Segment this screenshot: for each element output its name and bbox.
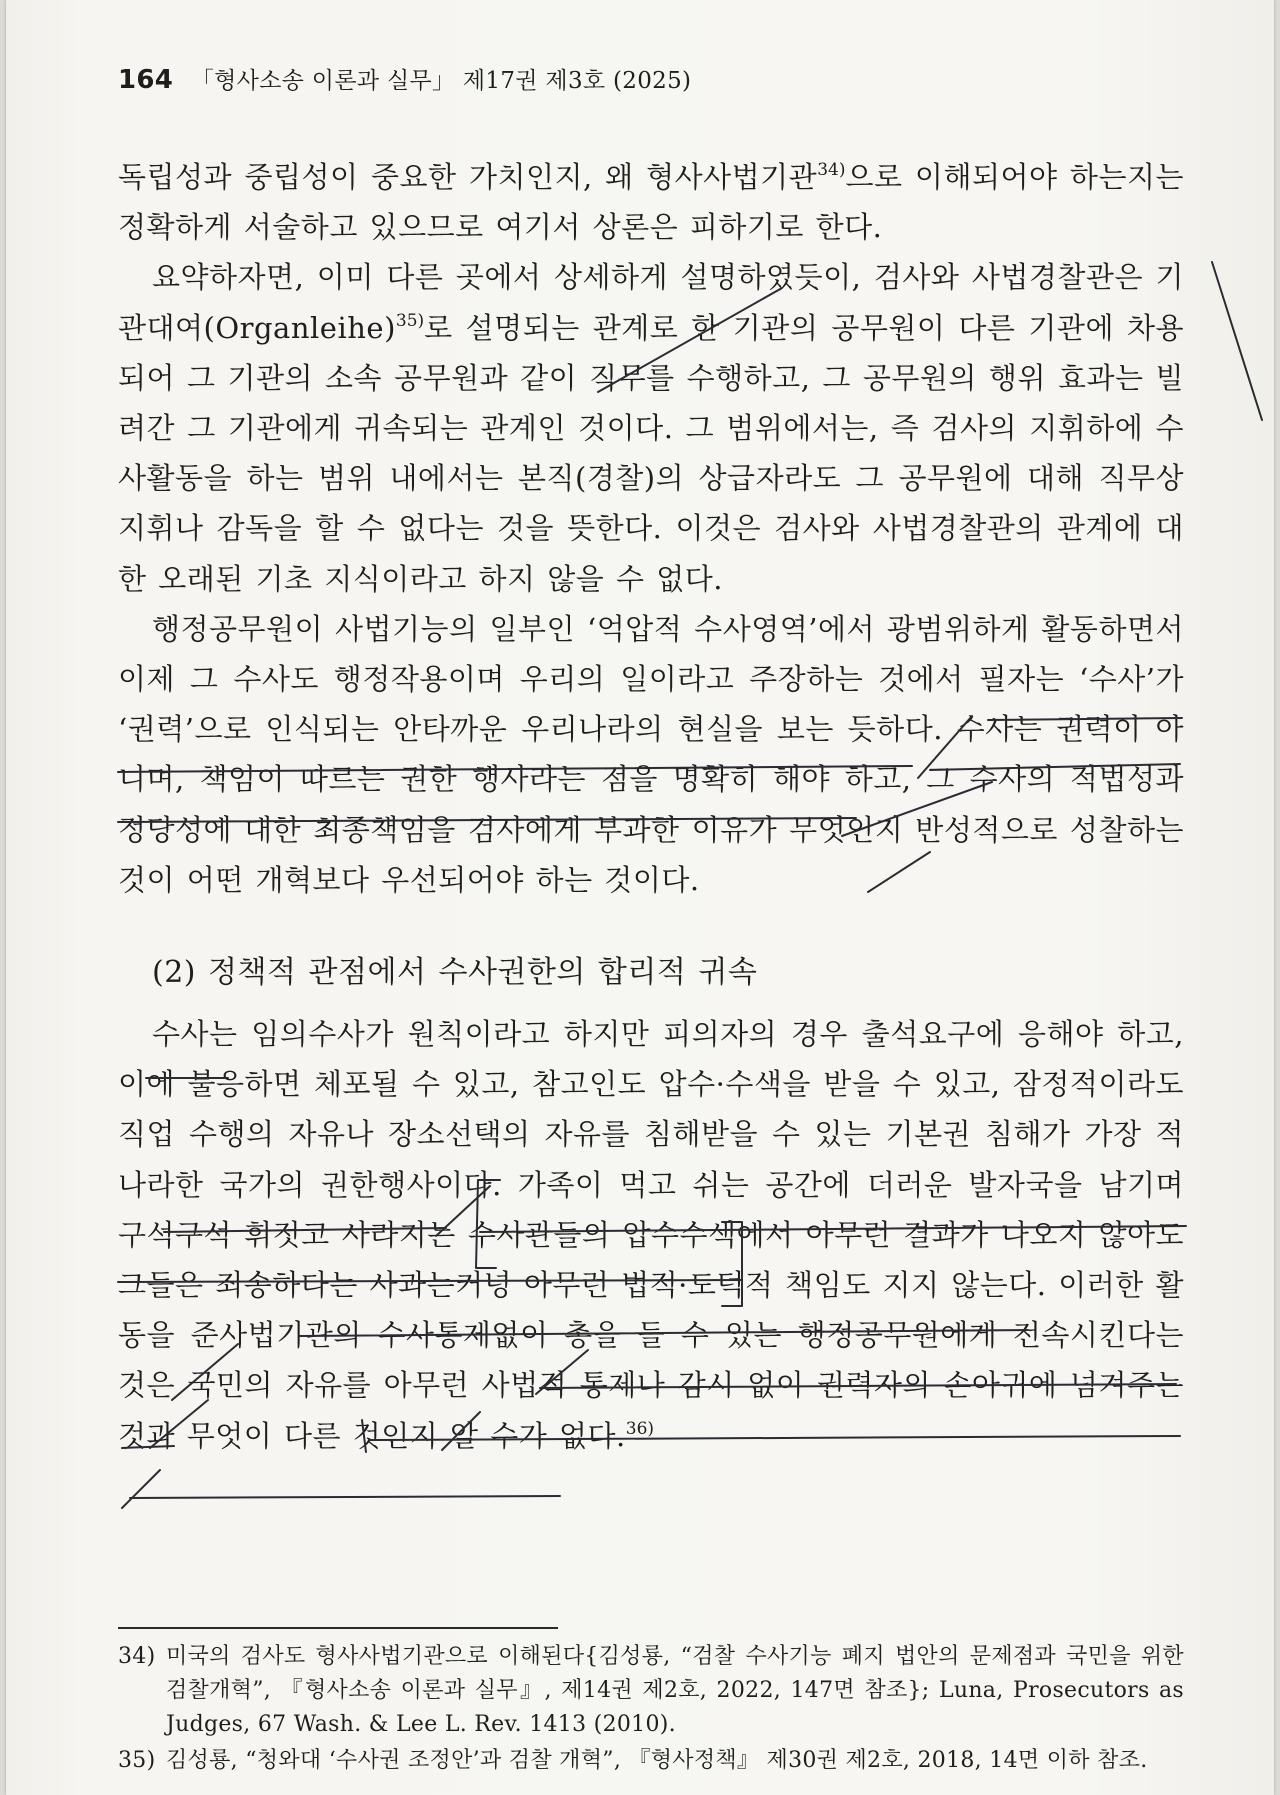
paragraph-organleihe (118, 252, 1184, 603)
paragraph-text: 으로 이해되어야 하는지는 정확하게 서술하고 있으므로 여기서 상론은 피하기로 한다. (118, 160, 1184, 245)
page-number: 164 (118, 65, 174, 95)
footnote-number: 34) (118, 1644, 156, 1669)
footnotes (118, 1640, 1184, 1780)
journal-title: 「형사소송 이론과 실무」 제17권 제3호 (2025) (190, 68, 692, 94)
footnote-text: 김성룡, “청와대 ‘수사권 조정안’과 검찰 개혁”, 『형사정책』 제30권 제2호, 2018, 14면 이하 참조. (166, 1748, 1148, 1773)
footnote-number: 35) (118, 1748, 156, 1773)
footnote-34 (118, 1640, 1184, 1742)
paragraph-text: 수사는 임의수사가 원칙이라고 하지만 피의자의 경우 출석요구에 응해야 하고, 이에 불응하면 체포될 수 있고, 참고인도 압수·수색을 받을 수 있고, 잠정적이라도 직업 수행의 자유나 장소선택의 자유를 침해받을 수 있는 기본권 침해가 가장 적나라한 국가의 권한행사이다. 가족이 먹고 쉬는 공간에 더러운 발자국을 남기며 구석구석 휘젓고 사라지는 수사관들의 압수수색에서 아무런 결과가 나오지 않아도 그들은 죄송하다는 사과는커녕 아무런 법적·도덕적 책임도 지지 않는다. 이러한 활동을 준사법기관의 수사통제없이 총을 들 수 있는 행정공무원에게 전속시킨다는 것은 국민의 자유를 아무런 사법적 통제나 감시 없이 권력자의 손아귀에 넘겨주는 것과 무엇이 다른 것인지 알 수가 없다. (118, 1017, 1184, 1453)
footnote-35 (118, 1744, 1184, 1778)
paragraph-policy (118, 1009, 1184, 1461)
paragraph-investigation-power (118, 604, 1184, 905)
paragraph-continuation (118, 152, 1184, 252)
footnote-ref[interactable]: 35) (395, 310, 425, 331)
document-page (6, 0, 1274, 1795)
body-text (118, 152, 1184, 1461)
paragraph-text: 요약하자면, 이미 다른 곳에서 상세하게 설명하였듯이, 검사와 사법경찰관은 기관대여(Organleihe) (118, 260, 1184, 345)
footnote-ref[interactable]: 36) (625, 1418, 655, 1439)
footnote-ref[interactable]: 34) (817, 160, 846, 180)
paragraph-text: 로 설명되는 관계로 한 기관의 공무원이 다른 기관에 차용되어 그 기관의 소속 공무원과 같이 직무를 수행하고, 그 공무원의 행위 효과는 빌려간 그 기관에게 귀속되는 관계인 것이다. 그 범위에서는, 즉 검사의 지휘하에 수사활동을 하는 범위 내에서는 본직(경찰)의 상급자라도 그 공무원에 대해 직무상 지휘나 감독을 할 수 없다는 것을 뜻한다. 이것은 검사와 사법경찰관의 관계에 대한 오래된 기초 지식이라고 하지 않을 수 없다. (118, 310, 1184, 596)
footnote-text: 미국의 검사도 형사사법기관으로 이해된다{김성룡, “검찰 수사기능 폐지 법안의 문제점과 국민을 위한 검찰개혁”, 『형사소송 이론과 실무』, 제14권 제2호, 2022, 147면 참조}; Luna, Prosecutors as Judges, 67 Wash. & Lee L. Rev. 1413 (2010). (166, 1644, 1184, 1737)
section-heading: (2) 정책적 관점에서 수사권한의 합리적 귀속 (152, 955, 758, 991)
paragraph-text: 행정공무원이 사법기능의 일부인 ‘억압적 수사영역’에서 광범위하게 활동하면서 이제 그 수사도 행정작용이며 우리의 일이라고 주장하는 것에서 필자는 ‘수사’가 ‘권력’으로 인식되는 안타까운 우리나라의 현실을 보는 듯하다. 수사는 권력이 아니며, 책임이 따르는 권한 행사라는 점을 명확히 해야 하고, 그 수사의 적법성과 정당성에 대한 최종책임을 검사에게 부과한 이유가 무엇인지 반성적으로 성찰하는 것이 어떤 개혁보다 우선되어야 하는 것이다. (118, 611, 1184, 897)
running-header (118, 62, 691, 95)
paragraph-text: 독립성과 중립성이 중요한 가치인지, 왜 형사사법기관 (118, 160, 818, 194)
footnote-divider (118, 1627, 558, 1629)
